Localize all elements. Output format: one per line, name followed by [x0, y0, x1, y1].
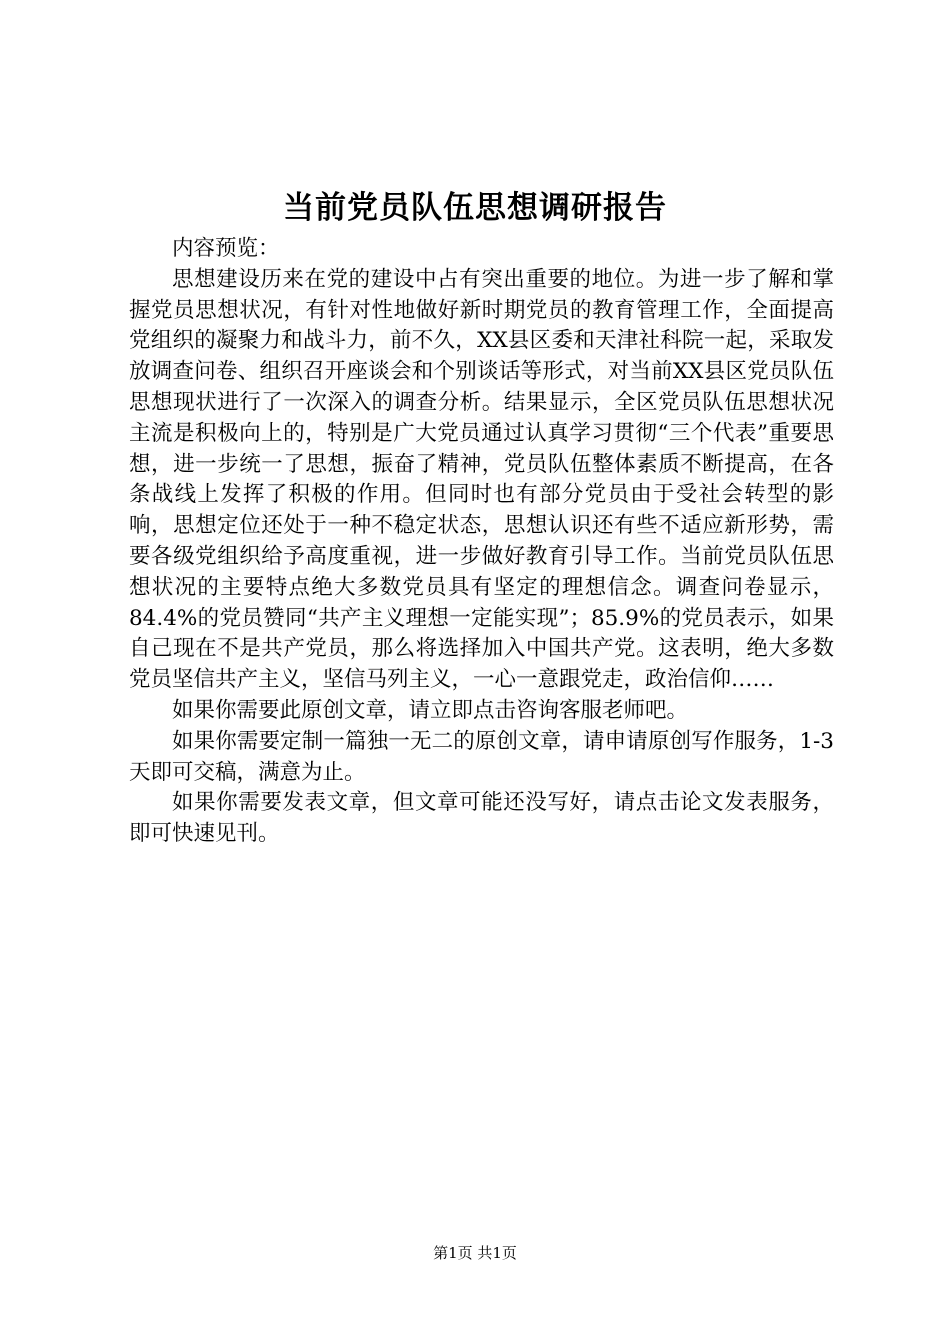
paragraph-consult: 如果你需要此原创文章，请立即点击咨询客服老师吧。 — [172, 697, 689, 723]
paragraph-main: 思想建设历来在党的建设中占有突出重要的地位。为进一步了解和掌握党员思想状况，有针对性地做好新时期党员的教育管理工作，全面提高党组织的凝聚力和战斗力，前不久，XX县区委和天津社科院一起，采取发放调查问卷、组织召开座谈会和个别谈话等形式，对当前XX县区党员队伍思想现状进行了一次深入的调查分析。结果显示，全区党员队伍思想状况主流是积极向上的，特别是广大党员通过认真学习贯彻“三个代表”重要思想，进一步统一了思想，振奋了精神，党员队伍整体素质不断提高，在各条战线上发挥了积极的作用。但同时也有部分党员由于受社会转型的影响，思想定位还处于一种不稳定状态，思想认识还有些不适应新形势，需要各级党组织给予高度重视，进一步做好教育引导工作。当前党员队伍思想状况的主要特点绝大多数党员具有坚定的理想信念。调查问卷显示，84.4%的党员赞同“共产主义理想一定能实现”；85.9%的党员表示，如果自己现在不是共产党员，那么将选择加入中国共产党。这表明，绝大多数党员坚信共产主义，坚信马列主义，一心一意跟党走，政治信仰…… — [129, 266, 834, 693]
document-body — [129, 234, 834, 850]
preview-label: 内容预览： — [172, 236, 280, 261]
document-title: 当前党员队伍思想调研报告 — [283, 190, 667, 226]
paragraph-custom-writing: 如果你需要定制一篇独一无二的原创文章，请申请原创写作服务，1-3天即可交稿，满意为止。 — [129, 728, 834, 785]
page-footer: 第1页 共1页 — [433, 1244, 517, 1262]
paragraph-publishing: 如果你需要发表文章，但文章可能还没写好，请点击论文发表服务，即可快速见刊。 — [129, 790, 834, 847]
